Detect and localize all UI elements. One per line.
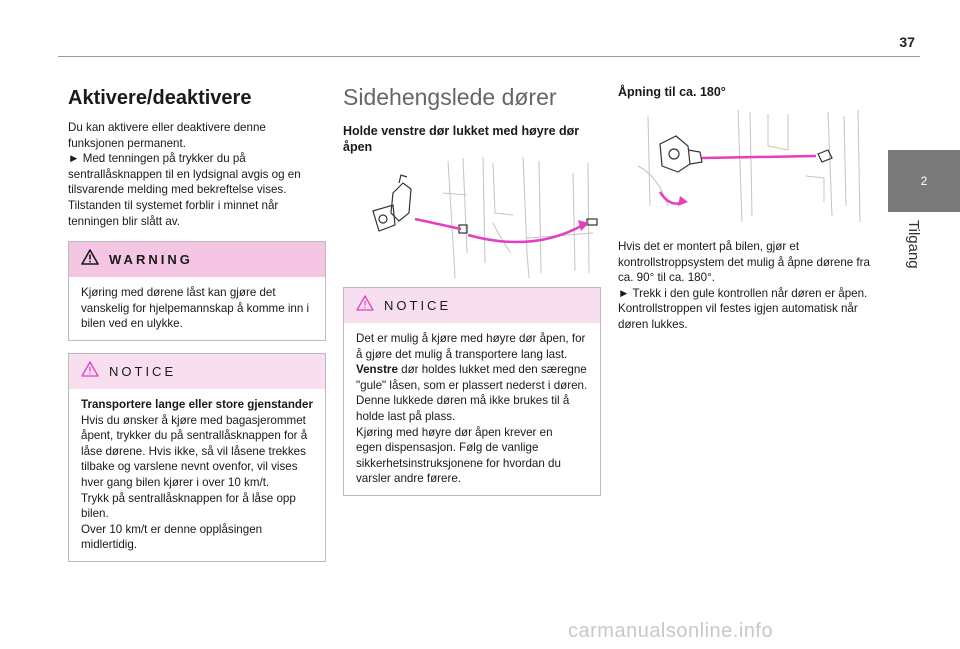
subhead-line: Holde venstre dør lukket med høyre dør: [343, 124, 580, 138]
text-line: Tilstanden til systemet forblir i minnet når: [68, 198, 279, 212]
text-line: [356, 362, 588, 378]
notice-text: [69, 389, 325, 561]
text-line: Kjøring med dørene låst kan gjøre det: [81, 286, 276, 300]
column-left: [68, 78, 326, 562]
text-line: døren lukkes.: [618, 317, 688, 331]
door-strap-illustration: [618, 106, 876, 231]
text-line: Kontrollstroppen vil festes igjen automatisk når: [618, 302, 858, 316]
text-line: kontrollstroppsystem det mulig å åpne dørene fra: [618, 255, 870, 269]
text-line: vanskelig for hjelpemannskap å komme inn i: [81, 301, 310, 315]
text-line: tilsvarende melding med bekreftelse vises.: [68, 183, 287, 197]
text-line: funksjonen permanent.: [68, 136, 186, 150]
text-line: Over 10 km/t er denne opplåsingen: [81, 522, 263, 536]
notice-title: NOTICE: [384, 298, 452, 313]
subheading: [343, 123, 601, 155]
text-line: ► Trekk i den gule kontrollen når døren er åpen.: [618, 286, 868, 300]
section-heading: Sidehengslede dører: [343, 84, 557, 110]
column-middle: [343, 78, 601, 155]
text-line: Du kan aktivere eller deaktivere denne: [68, 121, 266, 134]
warning-text: [69, 277, 325, 340]
section-heading: Aktivere/deaktivere: [68, 87, 252, 109]
text-line: tenningen blir slått av.: [68, 214, 180, 228]
text-line: bilen.: [81, 507, 109, 521]
notice-triangle-icon: [356, 295, 374, 316]
chapter-tab[interactable]: 2: [888, 150, 960, 212]
text-line: låse dørene. Hvis ikke, så vil låsene trekkes: [81, 444, 306, 458]
text-line: "gule" låsen, som er plassert nederst i døren.: [356, 378, 588, 392]
text-line: hver gang bilen kjører i over 10 km/t.: [81, 475, 270, 489]
bold-word: Venstre: [356, 363, 398, 377]
notice-bold-line: Transportere lange eller store gjenstander: [81, 397, 313, 411]
text-line: sentrallåsknappen til en lydsignal avgis og en: [68, 167, 301, 181]
text-line: Hvis du ønsker å kjøre med bagasjerommet: [81, 413, 306, 427]
top-divider: [58, 56, 920, 57]
watermark: carmanualsonline.info: [568, 620, 774, 642]
text-line: ► Med tenningen på trykker du på: [68, 152, 246, 166]
warning-header: [69, 242, 325, 277]
strap-instructions: [618, 239, 880, 333]
text-line: Kjøring med høyre dør åpen krever en: [356, 425, 553, 439]
notice-text: [344, 323, 600, 495]
subhead-line: åpen: [343, 140, 373, 154]
notice-box: [343, 287, 601, 496]
text-line: Trykk på sentrallåsknappen for å låse opp: [81, 491, 296, 505]
text-line: Hvis det er montert på bilen, gjør et: [618, 240, 800, 253]
text-line: Denne lukkede døren må ikke brukes til å: [356, 394, 570, 408]
text-line: egen dispensasjon. Følg de vanlige: [356, 441, 539, 455]
text-line: ca. 90° til ca. 180°.: [618, 271, 715, 285]
text-line: bilen ved en ulykke.: [81, 317, 183, 331]
text-line: varsler andre førere.: [356, 472, 462, 486]
notice-header: [69, 354, 325, 389]
notice-header: [344, 288, 600, 323]
notice-triangle-icon: [81, 361, 99, 382]
text-line: sikkerhetsinstruksjonene for hvordan du: [356, 456, 561, 470]
intro-text: [68, 120, 326, 229]
chapter-label: Tilgang: [905, 220, 922, 269]
page-number: 37: [899, 34, 915, 50]
text-line: tilbake og varslene nevnt ovenfor, vil vises: [81, 460, 298, 474]
text-span: dør holdes lukket med den særegne: [397, 363, 587, 377]
warning-triangle-icon: [81, 249, 99, 270]
warning-box: [68, 241, 326, 341]
notice-box: [68, 353, 326, 562]
text-line: holde last på plass.: [356, 409, 456, 423]
text-line: midlertidig.: [81, 538, 138, 552]
text-line: åpent, trykker du på sentrallåsknappen for å: [81, 429, 308, 443]
column-right: [618, 78, 880, 100]
text-line: å gjøre det mulig å transportere lang last.: [356, 347, 568, 361]
subheading: Åpning til ca. 180°: [618, 85, 726, 99]
warning-title: WARNING: [109, 252, 193, 268]
door-lock-illustration: [343, 153, 601, 283]
text-line: Det er mulig å kjøre med høyre dør åpen, for: [356, 332, 586, 345]
notice-title: NOTICE: [109, 363, 177, 379]
